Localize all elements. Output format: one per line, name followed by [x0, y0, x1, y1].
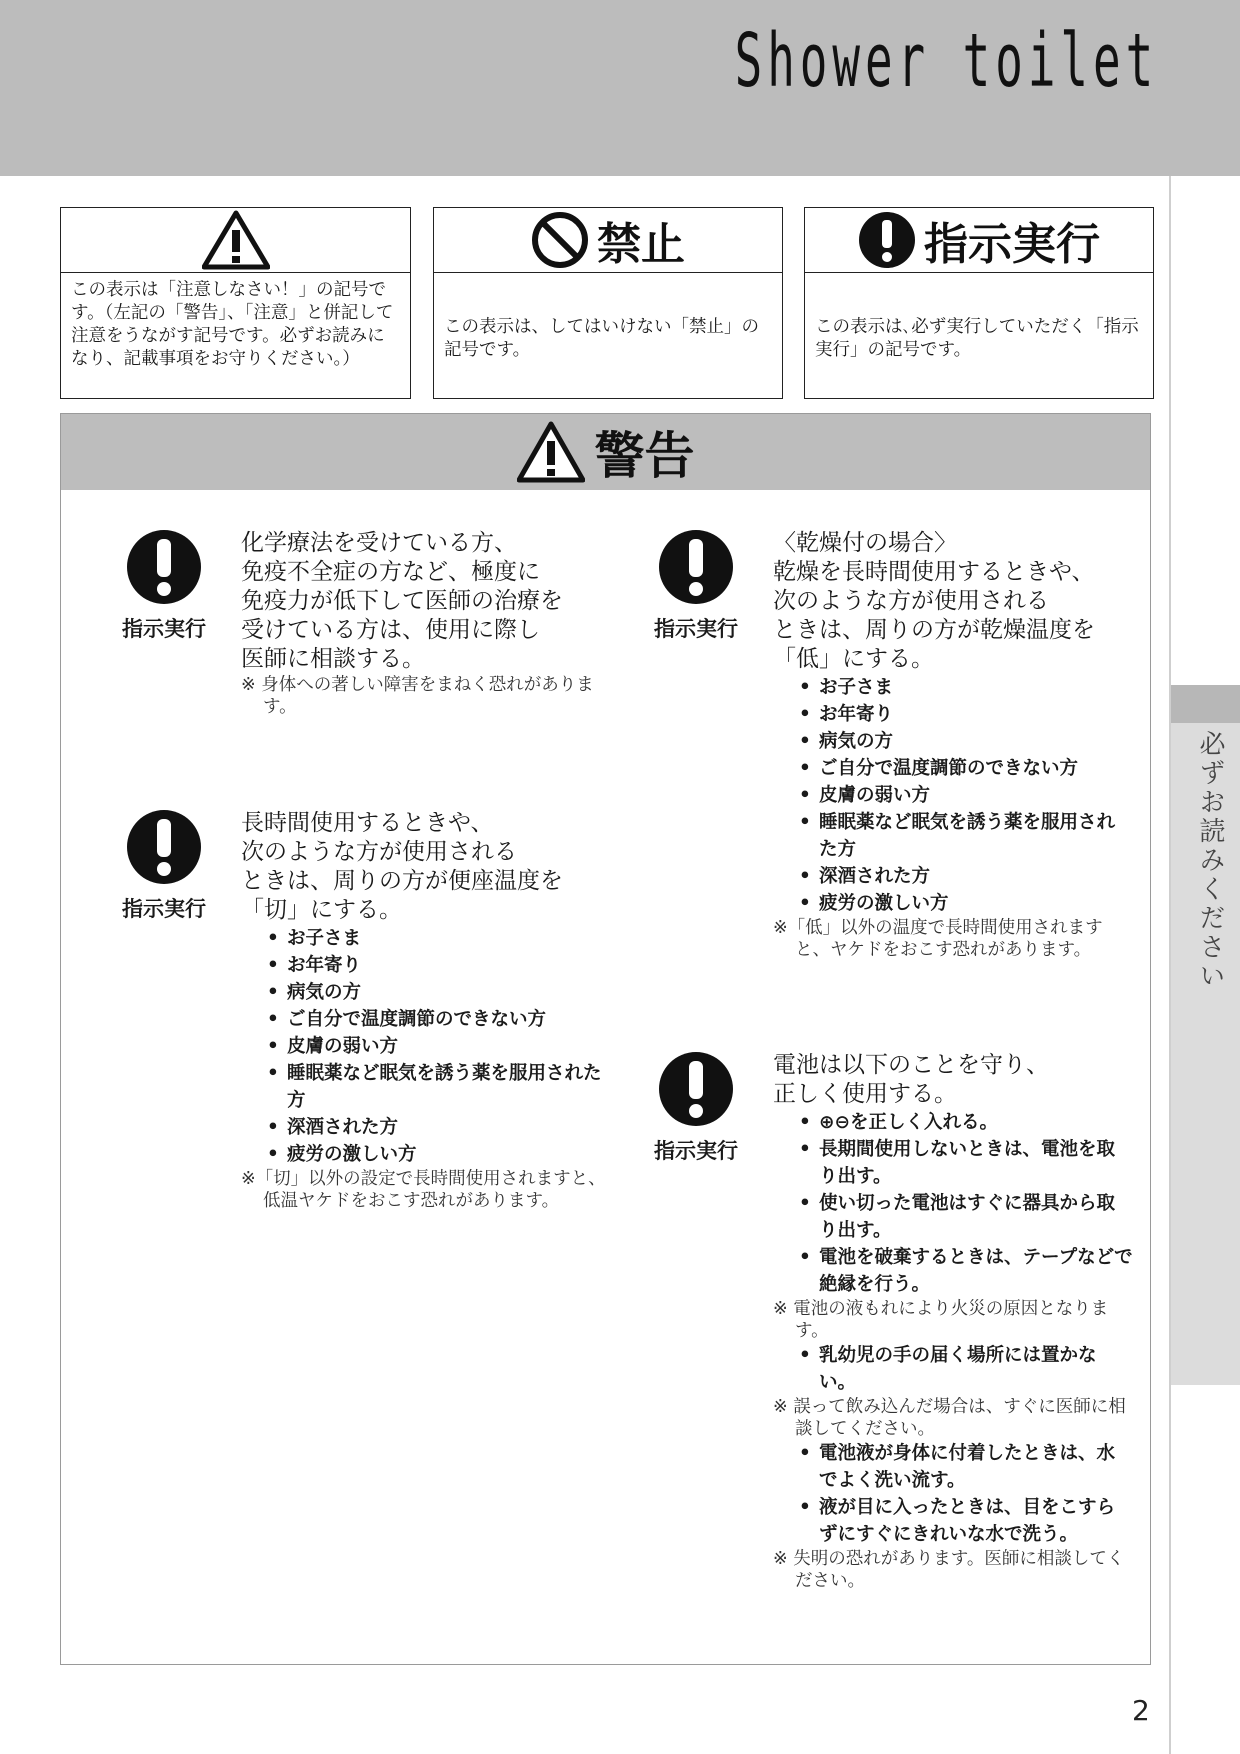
warning-triangle-icon [517, 421, 585, 483]
note: ※ 身体への著しい障害をまねく恐れがあります。 [241, 675, 594, 717]
page-number: 2 [1132, 1694, 1150, 1727]
mandatory-mark [119, 809, 209, 923]
item-body [773, 1051, 1133, 1592]
side-tab-cap [1171, 685, 1240, 723]
main-line: 免疫不全症の方など、極度に [241, 559, 540, 585]
legend-mandatory-header [805, 208, 1153, 273]
list-item: • 長期間使用しないときは、電池を取り出す。 [799, 1136, 1133, 1190]
mandatory-mark-label: 指示実行 [654, 617, 738, 641]
side-tab [1171, 685, 1240, 1385]
mandatory-mark [651, 1051, 741, 1165]
list-item: • 使い切った電池はすぐに器具から取り出す。 [799, 1190, 1133, 1244]
warning-title: 警告 [594, 427, 695, 485]
mandatory-action-icon [658, 1051, 734, 1127]
mandatory-action-icon [126, 529, 202, 605]
main-line: 受けている方は、使用に際し [241, 617, 540, 643]
list-item: • 皮膚の弱い方 [799, 782, 1133, 809]
bullet-list [241, 925, 611, 1168]
main-line: 電池は以下のことを守り、 [773, 1052, 1049, 1078]
warning-header [61, 414, 1150, 490]
mandatory-mark-label: 指示実行 [122, 617, 206, 641]
list-item: • 電池液が身体に付着したときは、水でよく洗い流す。 [799, 1440, 1133, 1494]
note: ※「切」以外の設定で長時間使用されますと、低温ヤケドをおこす恐れがあります。 [241, 1169, 606, 1211]
note: ※ 電池の液もれにより火災の原因となります。 [773, 1299, 1109, 1341]
mandatory-action-icon [858, 211, 916, 269]
header-band [0, 0, 1240, 176]
bullet-list [773, 1109, 1133, 1298]
main-line: 次のような方が使用される [773, 588, 1049, 614]
mandatory-action-icon [126, 809, 202, 885]
list-item: • 乳幼児の手の届く場所には置かない。 [799, 1342, 1133, 1396]
list-item: • 深酒された方 [799, 863, 1133, 890]
main-line: 乾燥を長時間使用するときや、 [773, 559, 1095, 585]
item-body [241, 809, 611, 1212]
list-item: • ご自分で温度調節のできない方 [799, 755, 1133, 782]
list-item: • お子さま [799, 674, 1133, 701]
list-item: • お子さま [267, 925, 611, 952]
main-line: 化学療法を受けている方、 [241, 530, 517, 556]
main-line: 次のような方が使用される [241, 839, 517, 865]
list-item: • 疲労の激しい方 [799, 890, 1133, 917]
mandatory-mark-label: 指示実行 [654, 1139, 738, 1163]
list-item: • 病気の方 [799, 728, 1133, 755]
list-item: • 皮膚の弱い方 [267, 1033, 611, 1060]
mandatory-mark [651, 529, 741, 643]
list-item: • 睡眠薬など眠気を誘う薬を服用された方 [799, 809, 1133, 863]
main-line: ときは、周りの方が便座温度を [241, 868, 563, 894]
side-tab-text: 必ずお読みください [1195, 730, 1225, 991]
mandatory-mark-label: 指示実行 [122, 897, 206, 921]
main-line: 「切」にする。 [241, 897, 402, 923]
note: ※ 失明の恐れがあります。医師に相談してください。 [773, 1549, 1125, 1591]
main-line: 長時間使用するときや、 [241, 810, 494, 836]
note: ※「低」以外の温度で長時間使用されますと、ヤケドをおこす恐れがあります。 [773, 918, 1103, 960]
note: ※ 誤って飲み込んだ場合は、すぐに医師に相談してください。 [773, 1397, 1126, 1439]
bullet-list [773, 1440, 1133, 1548]
main-line: ときは、周りの方が乾燥温度を [773, 617, 1095, 643]
legend-caution-header [61, 208, 410, 273]
bullet-list [773, 674, 1133, 917]
list-item: • 疲労の激しい方 [267, 1141, 611, 1168]
legend-caution [60, 207, 411, 399]
legend-prohibition-text: この表示は、してはいけない「禁止」の記号です。 [444, 317, 759, 360]
brand-logo: Shower toilet [734, 18, 1158, 104]
list-item: • 睡眠薬など眠気を誘う薬を服用された方 [267, 1060, 611, 1114]
mandatory-mark [119, 529, 209, 643]
list-item: • 病気の方 [267, 979, 611, 1006]
item-body [241, 529, 611, 718]
legend-mandatory-heading: 指示実行 [924, 219, 1100, 270]
main-line: 医師に相談する。 [241, 646, 425, 672]
legend-prohibition-heading: 禁止 [597, 219, 685, 270]
list-item: • ⊕⊖を正しく入れる。 [799, 1109, 1133, 1136]
prohibition-icon [531, 211, 589, 269]
bullet-list [773, 1342, 1133, 1396]
mandatory-action-icon [658, 529, 734, 605]
main-line: 「低」にする。 [773, 646, 934, 672]
main-line: 免疫力が低下して医師の治療を [241, 588, 563, 614]
legend-mandatory [804, 207, 1154, 399]
main-line: 〈乾燥付の場合〉 [773, 530, 957, 556]
legend-prohibition [433, 207, 783, 399]
list-item: • 深酒された方 [267, 1114, 611, 1141]
item-body [773, 529, 1133, 961]
caution-triangle-icon [202, 210, 270, 270]
legend-mandatory-text: この表示は､必ず実行していただく「指示実行」の記号です。 [815, 317, 1139, 360]
main-line: 正しく使用する。 [773, 1081, 957, 1107]
list-item: • 電池を破棄するときは、テープなどで絶縁を行う。 [799, 1244, 1133, 1298]
warning-panel [60, 413, 1151, 1665]
legend-caution-text: この表示は「注意しなさい！」の記号です。（左記の「警告」、「注意」と併記して注意をうながす記号です。必ずお読みになり、記載事項をお守りください。） [71, 280, 394, 369]
list-item: • ご自分で温度調節のできない方 [267, 1006, 611, 1033]
legend-prohibition-header [434, 208, 782, 273]
list-item: • 液が目に入ったときは、目をこすらずにすぐにきれいな水で洗う。 [799, 1494, 1133, 1548]
list-item: • お年寄り [267, 952, 611, 979]
list-item: • お年寄り [799, 701, 1133, 728]
